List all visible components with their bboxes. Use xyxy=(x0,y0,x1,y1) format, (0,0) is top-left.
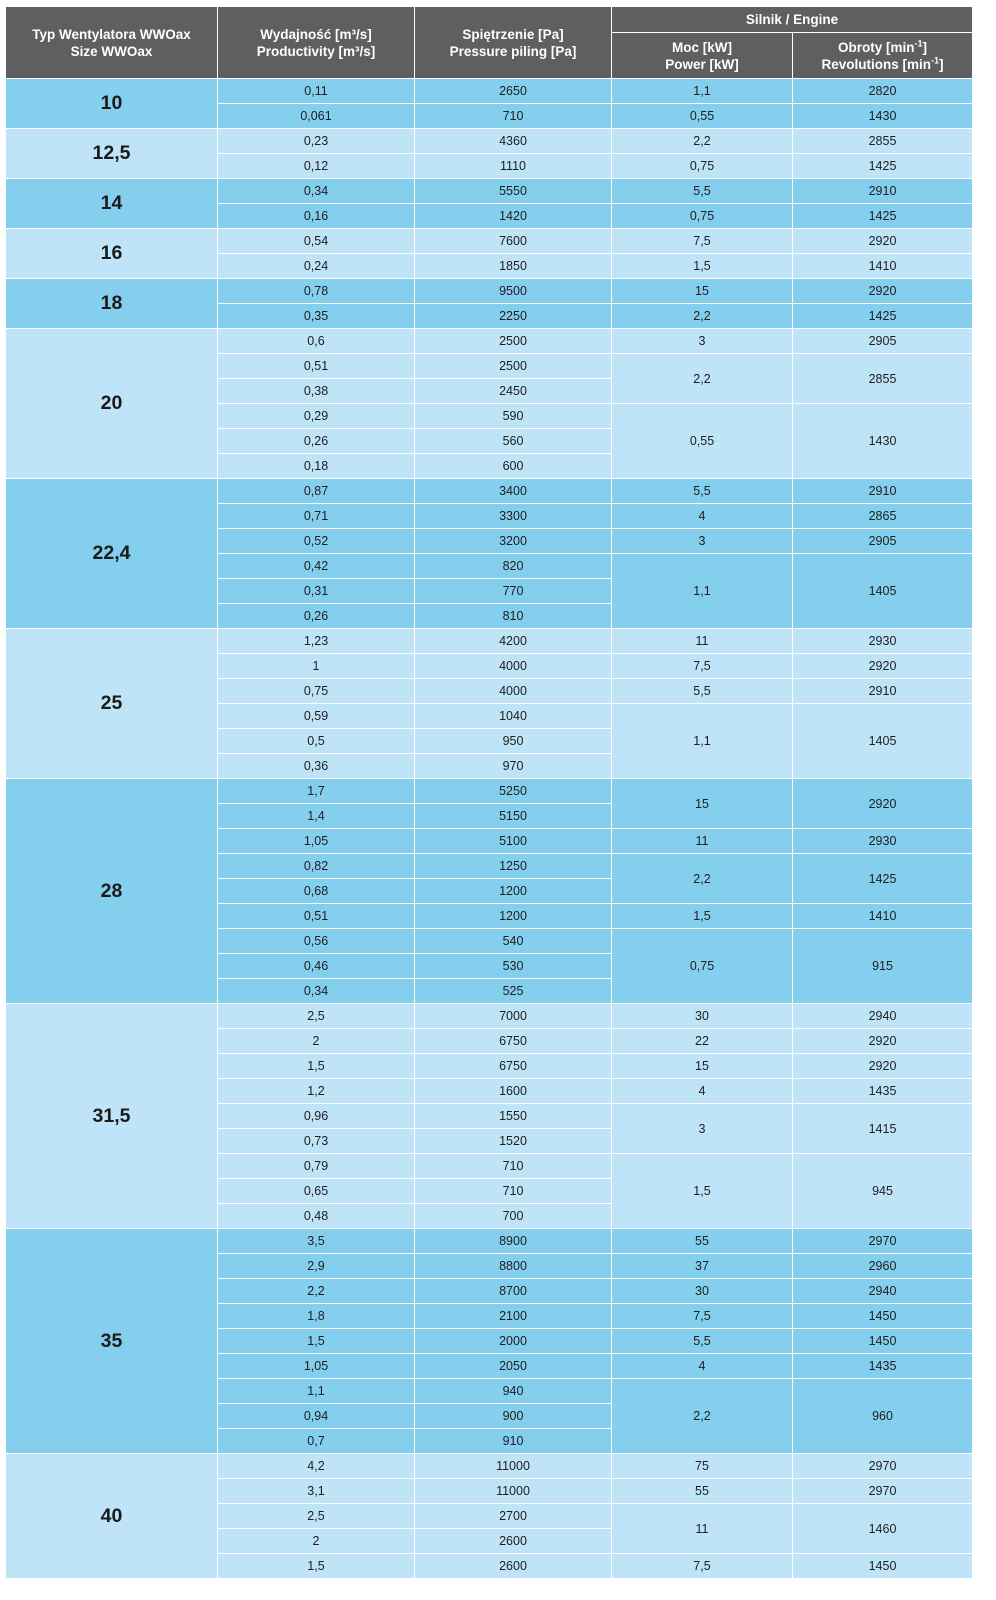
revolutions-cell: 2855 xyxy=(793,354,973,404)
productivity-cell: 0,56 xyxy=(218,929,415,954)
power-cell: 5,5 xyxy=(612,179,793,204)
power-cell: 11 xyxy=(612,829,793,854)
productivity-cell: 0,35 xyxy=(218,304,415,329)
pressure-cell: 3300 xyxy=(415,504,612,529)
productivity-cell: 2,5 xyxy=(218,1504,415,1529)
productivity-cell: 0,34 xyxy=(218,979,415,1004)
pressure-cell: 6750 xyxy=(415,1029,612,1054)
pressure-cell: 970 xyxy=(415,754,612,779)
productivity-cell: 0,59 xyxy=(218,704,415,729)
pressure-cell: 9500 xyxy=(415,279,612,304)
header-engine-group: Silnik / Engine xyxy=(612,7,973,33)
power-cell: 3 xyxy=(612,529,793,554)
productivity-cell: 2,9 xyxy=(218,1254,415,1279)
pressure-cell: 710 xyxy=(415,1179,612,1204)
productivity-cell: 1,05 xyxy=(218,829,415,854)
power-cell: 2,2 xyxy=(612,304,793,329)
pressure-cell: 525 xyxy=(415,979,612,1004)
size-cell: 12,5 xyxy=(6,129,218,179)
size-group xyxy=(6,779,973,1004)
header-power-en: Power [kW] xyxy=(665,56,739,72)
revolutions-cell: 1410 xyxy=(793,254,973,279)
power-cell: 7,5 xyxy=(612,1554,793,1579)
productivity-cell: 1,23 xyxy=(218,629,415,654)
revolutions-cell: 2910 xyxy=(793,479,973,504)
productivity-cell: 0,061 xyxy=(218,104,415,129)
size-cell: 18 xyxy=(6,279,218,329)
pressure-cell: 910 xyxy=(415,1429,612,1454)
power-cell: 55 xyxy=(612,1479,793,1504)
revolutions-cell: 1435 xyxy=(793,1354,973,1379)
power-cell: 15 xyxy=(612,779,793,829)
productivity-cell: 0,48 xyxy=(218,1204,415,1229)
power-cell: 2,2 xyxy=(612,354,793,404)
revolutions-cell: 2910 xyxy=(793,179,973,204)
header-pressure-pl: Spiętrzenie [Pa] xyxy=(462,26,564,42)
revolutions-cell: 1425 xyxy=(793,304,973,329)
productivity-cell: 2,5 xyxy=(218,1004,415,1029)
productivity-cell: 0,16 xyxy=(218,204,415,229)
header-pressure xyxy=(415,7,612,79)
table-row xyxy=(6,79,973,104)
revolutions-cell: 2905 xyxy=(793,329,973,354)
power-cell: 1,1 xyxy=(612,79,793,104)
productivity-cell: 0,94 xyxy=(218,1404,415,1429)
revolutions-cell: 2940 xyxy=(793,1279,973,1304)
revolutions-cell: 1450 xyxy=(793,1304,973,1329)
pressure-cell: 770 xyxy=(415,579,612,604)
productivity-cell: 1,5 xyxy=(218,1054,415,1079)
power-cell: 2,2 xyxy=(612,129,793,154)
power-cell: 55 xyxy=(612,1229,793,1254)
revolutions-cell: 2920 xyxy=(793,229,973,254)
pressure-cell: 2050 xyxy=(415,1354,612,1379)
pressure-cell: 7000 xyxy=(415,1004,612,1029)
pressure-cell: 1250 xyxy=(415,854,612,879)
power-cell: 5,5 xyxy=(612,679,793,704)
power-cell: 0,75 xyxy=(612,204,793,229)
size-group xyxy=(6,629,973,779)
revolutions-cell: 2930 xyxy=(793,629,973,654)
productivity-cell: 0,96 xyxy=(218,1104,415,1129)
pressure-cell: 7600 xyxy=(415,229,612,254)
revolutions-cell: 2820 xyxy=(793,79,973,104)
pressure-cell: 2450 xyxy=(415,379,612,404)
table-row xyxy=(6,179,973,204)
revolutions-cell: 945 xyxy=(793,1154,973,1229)
revolutions-cell: 2920 xyxy=(793,654,973,679)
pressure-cell: 8900 xyxy=(415,1229,612,1254)
productivity-cell: 1,5 xyxy=(218,1554,415,1579)
revolutions-cell: 2970 xyxy=(793,1229,973,1254)
pressure-cell: 4000 xyxy=(415,679,612,704)
pressure-cell: 2650 xyxy=(415,79,612,104)
pressure-cell: 1200 xyxy=(415,904,612,929)
revolutions-cell: 2940 xyxy=(793,1004,973,1029)
size-group xyxy=(6,229,973,279)
power-cell: 22 xyxy=(612,1029,793,1054)
power-cell: 11 xyxy=(612,1504,793,1554)
pressure-cell: 1520 xyxy=(415,1129,612,1154)
revolutions-cell: 2905 xyxy=(793,529,973,554)
productivity-cell: 0,46 xyxy=(218,954,415,979)
productivity-cell: 0,73 xyxy=(218,1129,415,1154)
power-cell: 37 xyxy=(612,1254,793,1279)
revolutions-cell: 1410 xyxy=(793,904,973,929)
pressure-cell: 3400 xyxy=(415,479,612,504)
pressure-cell: 2500 xyxy=(415,329,612,354)
power-cell: 7,5 xyxy=(612,1304,793,1329)
power-cell: 0,55 xyxy=(612,404,793,479)
pressure-cell: 11000 xyxy=(415,1479,612,1504)
power-cell: 1,5 xyxy=(612,904,793,929)
power-cell: 4 xyxy=(612,504,793,529)
revolutions-cell: 915 xyxy=(793,929,973,1004)
power-cell: 75 xyxy=(612,1454,793,1479)
table-row xyxy=(6,279,973,304)
revolutions-cell: 2930 xyxy=(793,829,973,854)
revolutions-cell: 2920 xyxy=(793,279,973,304)
pressure-cell: 4360 xyxy=(415,129,612,154)
productivity-cell: 2,2 xyxy=(218,1279,415,1304)
productivity-cell: 3,1 xyxy=(218,1479,415,1504)
revolutions-cell: 2970 xyxy=(793,1479,973,1504)
pressure-cell: 2600 xyxy=(415,1554,612,1579)
fan-spec-table xyxy=(5,6,973,1579)
pressure-cell: 2700 xyxy=(415,1504,612,1529)
productivity-cell: 0,87 xyxy=(218,479,415,504)
size-group xyxy=(6,1229,973,1454)
header-productivity-pl: Wydajność [m³/s] xyxy=(260,26,372,42)
pressure-cell: 710 xyxy=(415,1154,612,1179)
size-cell: 14 xyxy=(6,179,218,229)
pressure-cell: 940 xyxy=(415,1379,612,1404)
size-cell: 10 xyxy=(6,79,218,129)
power-cell: 15 xyxy=(612,1054,793,1079)
size-group xyxy=(6,279,973,329)
productivity-cell: 0,71 xyxy=(218,504,415,529)
header-pressure-en: Pressure piling [Pa] xyxy=(449,43,577,59)
revolutions-cell: 1425 xyxy=(793,854,973,904)
table-row xyxy=(6,129,973,154)
revolutions-cell: 2865 xyxy=(793,504,973,529)
pressure-cell: 590 xyxy=(415,404,612,429)
pressure-cell: 1850 xyxy=(415,254,612,279)
productivity-cell: 0,29 xyxy=(218,404,415,429)
power-cell: 3 xyxy=(612,1104,793,1154)
power-cell: 1,5 xyxy=(612,254,793,279)
power-cell: 3 xyxy=(612,329,793,354)
size-group xyxy=(6,329,973,479)
productivity-cell: 0,82 xyxy=(218,854,415,879)
revolutions-cell: 2970 xyxy=(793,1454,973,1479)
pressure-cell: 6750 xyxy=(415,1054,612,1079)
revolutions-cell: 1425 xyxy=(793,154,973,179)
pressure-cell: 4200 xyxy=(415,629,612,654)
power-cell: 30 xyxy=(612,1279,793,1304)
pressure-cell: 820 xyxy=(415,554,612,579)
header-power-pl: Moc [kW] xyxy=(672,39,732,55)
size-cell: 25 xyxy=(6,629,218,779)
pressure-cell: 540 xyxy=(415,929,612,954)
revolutions-cell: 1450 xyxy=(793,1329,973,1354)
productivity-cell: 0,18 xyxy=(218,454,415,479)
header-size xyxy=(6,7,218,79)
pressure-cell: 3200 xyxy=(415,529,612,554)
revolutions-cell: 2855 xyxy=(793,129,973,154)
productivity-cell: 0,12 xyxy=(218,154,415,179)
power-cell: 5,5 xyxy=(612,1329,793,1354)
pressure-cell: 900 xyxy=(415,1404,612,1429)
pressure-cell: 5100 xyxy=(415,829,612,854)
revolutions-cell: 960 xyxy=(793,1379,973,1454)
pressure-cell: 810 xyxy=(415,604,612,629)
revolutions-cell: 1435 xyxy=(793,1079,973,1104)
pressure-cell: 5150 xyxy=(415,804,612,829)
pressure-cell: 1040 xyxy=(415,704,612,729)
revolutions-cell: 1430 xyxy=(793,404,973,479)
power-cell: 4 xyxy=(612,1079,793,1104)
table-row xyxy=(6,229,973,254)
pressure-cell: 2600 xyxy=(415,1529,612,1554)
pressure-cell: 700 xyxy=(415,1204,612,1229)
revolutions-cell: 1460 xyxy=(793,1504,973,1554)
productivity-cell: 0,34 xyxy=(218,179,415,204)
size-group xyxy=(6,79,973,129)
power-cell: 2,2 xyxy=(612,854,793,904)
header-size-en: Size WWOax xyxy=(70,43,153,59)
productivity-cell: 0,65 xyxy=(218,1179,415,1204)
productivity-cell: 0,24 xyxy=(218,254,415,279)
revolutions-cell: 1450 xyxy=(793,1554,973,1579)
productivity-cell: 3,5 xyxy=(218,1229,415,1254)
size-group xyxy=(6,1454,973,1579)
power-cell: 5,5 xyxy=(612,479,793,504)
pressure-cell: 2500 xyxy=(415,354,612,379)
pressure-cell: 560 xyxy=(415,429,612,454)
table-row xyxy=(6,479,973,504)
pressure-cell: 530 xyxy=(415,954,612,979)
size-cell: 31,5 xyxy=(6,1004,218,1229)
size-group xyxy=(6,179,973,229)
productivity-cell: 0,78 xyxy=(218,279,415,304)
productivity-cell: 0,7 xyxy=(218,1429,415,1454)
table-row xyxy=(6,629,973,654)
pressure-cell: 600 xyxy=(415,454,612,479)
power-cell: 11 xyxy=(612,629,793,654)
power-cell: 1,1 xyxy=(612,554,793,629)
productivity-cell: 0,42 xyxy=(218,554,415,579)
productivity-cell: 0,11 xyxy=(218,79,415,104)
power-cell: 7,5 xyxy=(612,229,793,254)
productivity-cell: 0,38 xyxy=(218,379,415,404)
productivity-cell: 1,2 xyxy=(218,1079,415,1104)
pressure-cell: 8800 xyxy=(415,1254,612,1279)
size-group xyxy=(6,1004,973,1229)
productivity-cell: 0,26 xyxy=(218,429,415,454)
power-cell: 2,2 xyxy=(612,1379,793,1454)
pressure-cell: 1110 xyxy=(415,154,612,179)
pressure-cell: 2000 xyxy=(415,1329,612,1354)
productivity-cell: 1,5 xyxy=(218,1329,415,1354)
productivity-cell: 2 xyxy=(218,1029,415,1054)
productivity-cell: 0,51 xyxy=(218,354,415,379)
header-size-pl: Typ Wentylatora WWOax xyxy=(32,26,191,42)
revolutions-cell: 2910 xyxy=(793,679,973,704)
productivity-cell: 0,75 xyxy=(218,679,415,704)
productivity-cell: 4,2 xyxy=(218,1454,415,1479)
productivity-cell: 0,31 xyxy=(218,579,415,604)
productivity-cell: 1,1 xyxy=(218,1379,415,1404)
header-productivity xyxy=(218,7,415,79)
power-cell: 15 xyxy=(612,279,793,304)
revolutions-cell: 2960 xyxy=(793,1254,973,1279)
productivity-cell: 0,5 xyxy=(218,729,415,754)
pressure-cell: 5550 xyxy=(415,179,612,204)
productivity-cell: 0,23 xyxy=(218,129,415,154)
size-cell: 16 xyxy=(6,229,218,279)
productivity-cell: 1,4 xyxy=(218,804,415,829)
productivity-cell: 1,8 xyxy=(218,1304,415,1329)
header-productivity-en: Productivity [m³/s] xyxy=(256,43,376,59)
productivity-cell: 0,52 xyxy=(218,529,415,554)
productivity-cell: 1,7 xyxy=(218,779,415,804)
pressure-cell: 1420 xyxy=(415,204,612,229)
productivity-cell: 0,26 xyxy=(218,604,415,629)
header-revolutions-en: Revolutions $[\min^{-1}]$ xyxy=(821,55,944,72)
productivity-cell: 0,54 xyxy=(218,229,415,254)
productivity-cell: 0,68 xyxy=(218,879,415,904)
pressure-cell: 710 xyxy=(415,104,612,129)
header-revolutions xyxy=(793,33,973,79)
power-cell: 4 xyxy=(612,1354,793,1379)
table-row xyxy=(6,1454,973,1479)
revolutions-cell: 1405 xyxy=(793,704,973,779)
pressure-cell: 5250 xyxy=(415,779,612,804)
power-cell: 0,55 xyxy=(612,104,793,129)
size-group xyxy=(6,479,973,629)
pressure-cell: 1200 xyxy=(415,879,612,904)
header-power xyxy=(612,33,793,79)
pressure-cell: 2100 xyxy=(415,1304,612,1329)
size-cell: 28 xyxy=(6,779,218,1004)
productivity-cell: 0,6 xyxy=(218,329,415,354)
pressure-cell: 950 xyxy=(415,729,612,754)
productivity-cell: 0,79 xyxy=(218,1154,415,1179)
size-cell: 35 xyxy=(6,1229,218,1454)
power-cell: 1,5 xyxy=(612,1154,793,1229)
revolutions-cell: 2920 xyxy=(793,1029,973,1054)
revolutions-cell: 1430 xyxy=(793,104,973,129)
size-cell: 20 xyxy=(6,329,218,479)
productivity-cell: 1 xyxy=(218,654,415,679)
pressure-cell: 2250 xyxy=(415,304,612,329)
pressure-cell: 8700 xyxy=(415,1279,612,1304)
productivity-cell: 0,36 xyxy=(218,754,415,779)
productivity-cell: 0,51 xyxy=(218,904,415,929)
revolutions-cell: 1415 xyxy=(793,1104,973,1154)
pressure-cell: 1550 xyxy=(415,1104,612,1129)
pressure-cell: 11000 xyxy=(415,1454,612,1479)
table-row xyxy=(6,1004,973,1029)
pressure-cell: 4000 xyxy=(415,654,612,679)
table-row xyxy=(6,779,973,804)
revolutions-cell: 1425 xyxy=(793,204,973,229)
power-cell: 7,5 xyxy=(612,654,793,679)
table-row xyxy=(6,1229,973,1254)
size-cell: 22,4 xyxy=(6,479,218,629)
power-cell: 0,75 xyxy=(612,929,793,1004)
power-cell: 30 xyxy=(612,1004,793,1029)
header-revolutions-pl: Obroty $[\min^{-1}]$ xyxy=(838,38,928,55)
revolutions-cell: 2920 xyxy=(793,1054,973,1079)
productivity-cell: 2 xyxy=(218,1529,415,1554)
productivity-cell: 1,05 xyxy=(218,1354,415,1379)
table-header xyxy=(6,7,973,79)
revolutions-cell: 2920 xyxy=(793,779,973,829)
table-row xyxy=(6,329,973,354)
pressure-cell: 1600 xyxy=(415,1079,612,1104)
size-group xyxy=(6,129,973,179)
power-cell: 1,1 xyxy=(612,704,793,779)
size-cell: 40 xyxy=(6,1454,218,1579)
power-cell: 0,75 xyxy=(612,154,793,179)
revolutions-cell: 1405 xyxy=(793,554,973,629)
